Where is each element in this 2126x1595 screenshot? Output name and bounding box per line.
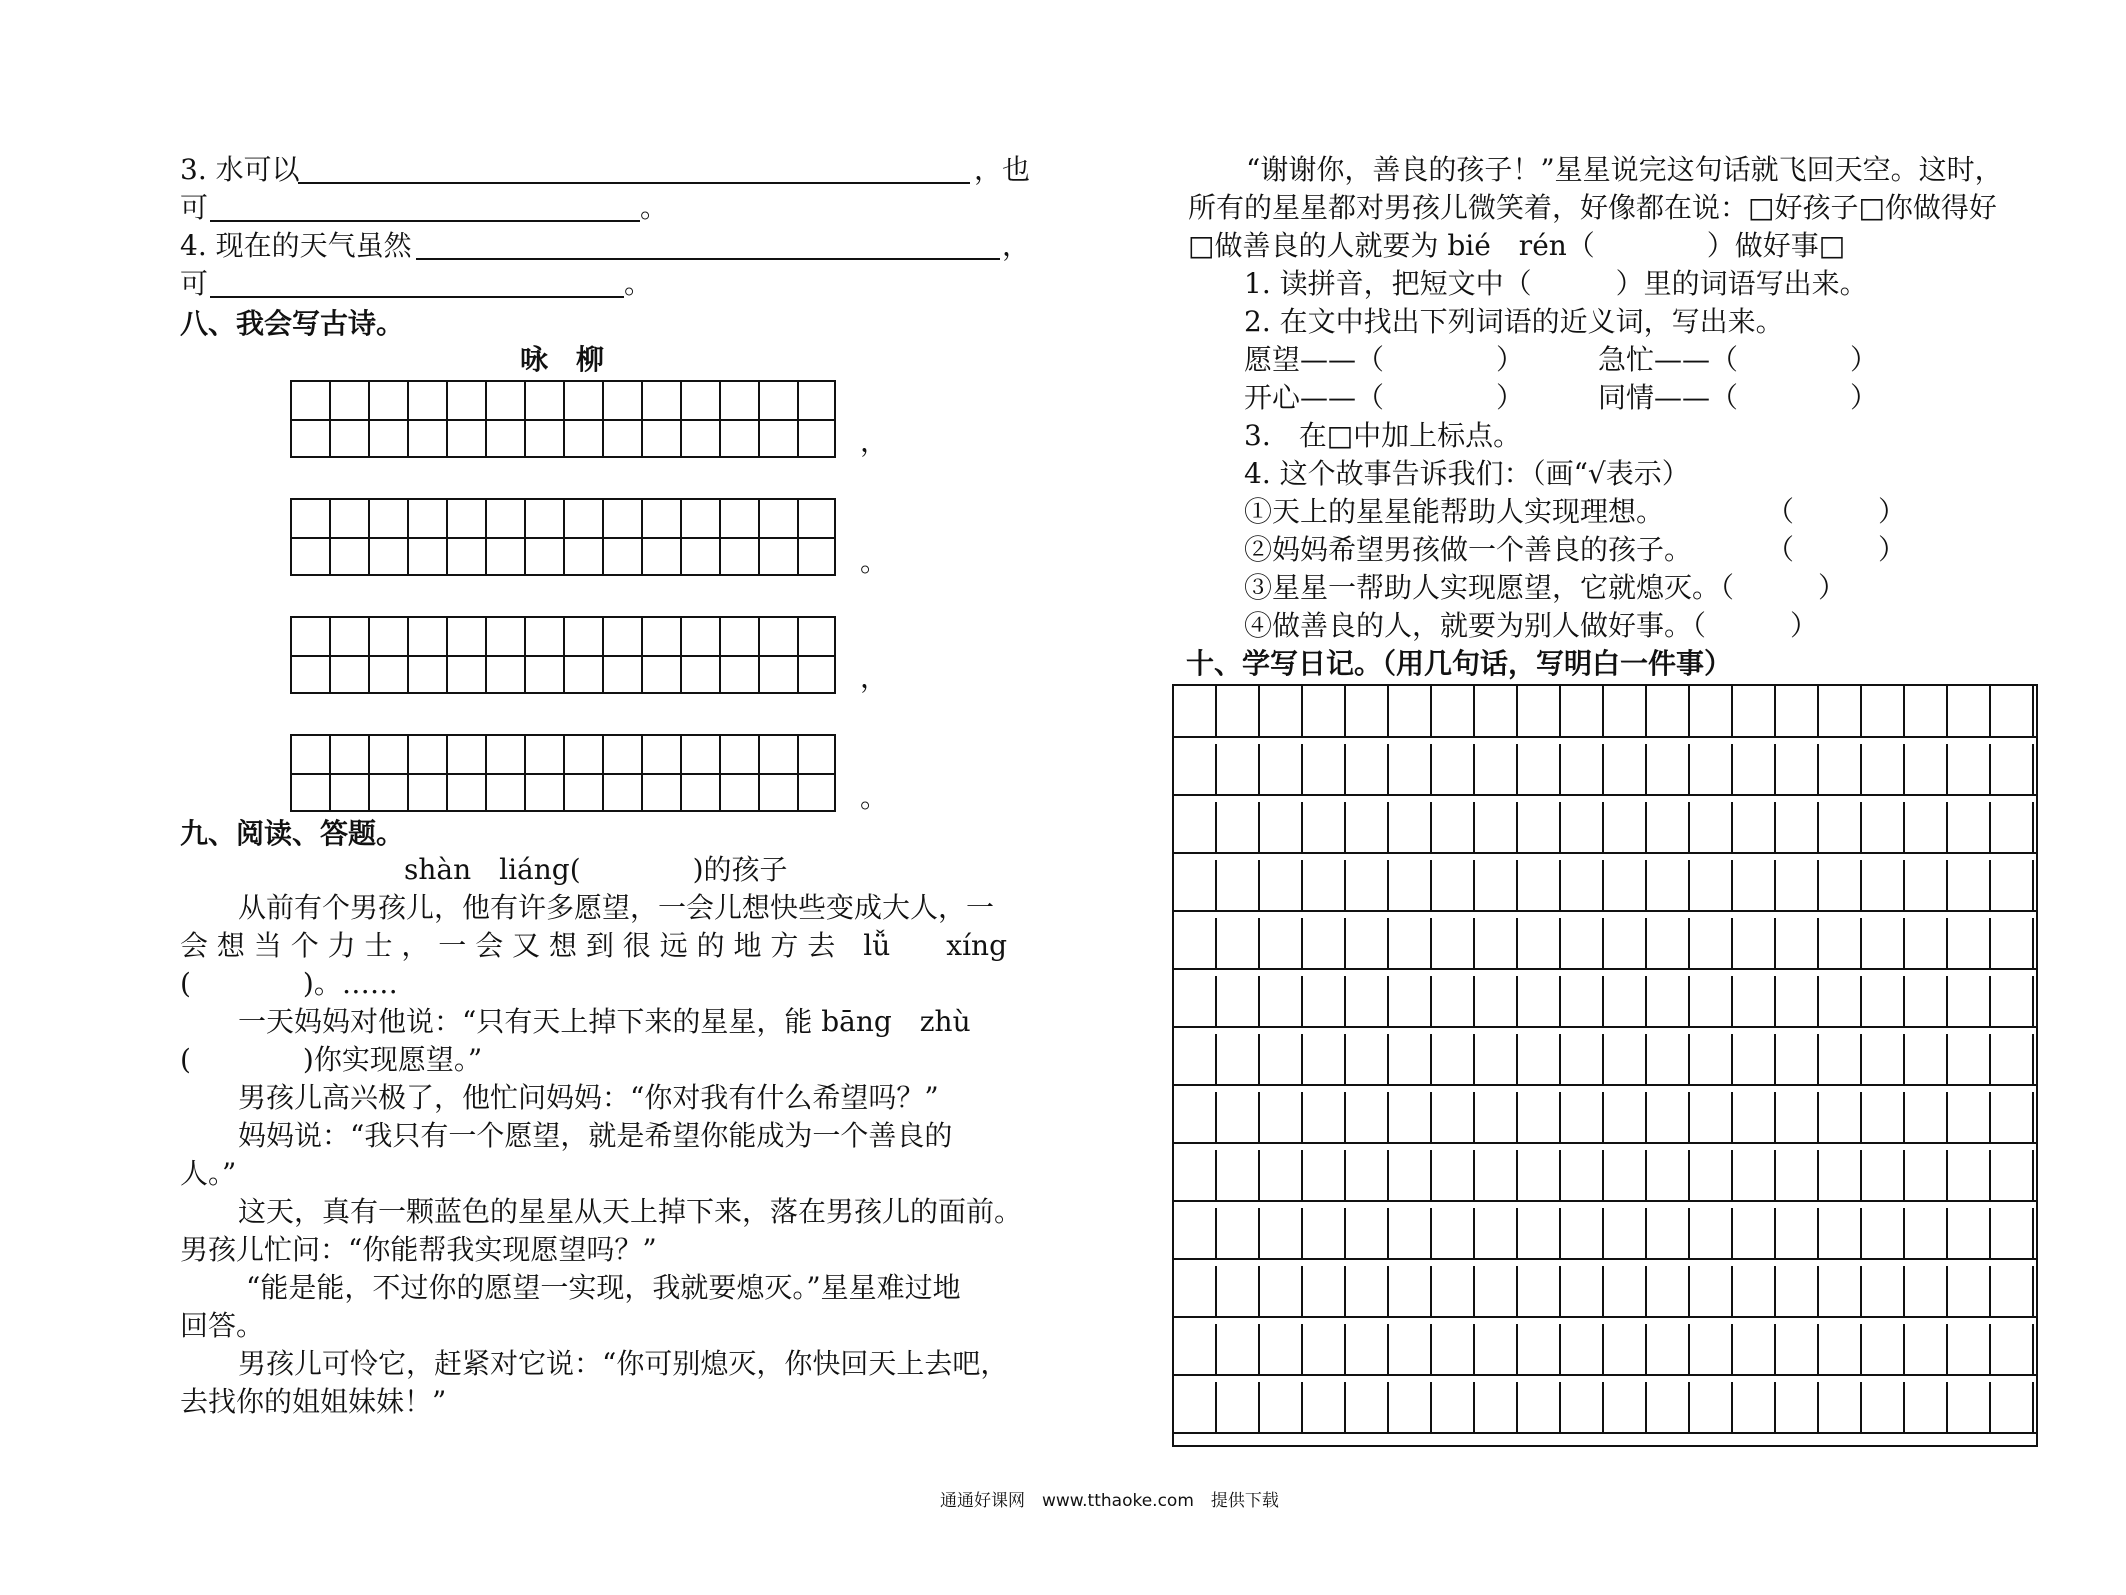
poem-punct-3: ， [860,661,889,694]
option-1: ①天上的星星能帮助人实现理想。 [1244,495,1665,528]
grid-row[interactable] [1174,1034,2036,1086]
story-p2-l2: ( )你实现愿望。” [180,1043,483,1076]
poem-grid-line-1[interactable] [290,380,836,458]
grid-row[interactable] [1174,1150,2036,1202]
story-title: shàn liáng( )的孩子 [404,853,788,886]
poem-grid-line-3[interactable] [290,616,836,694]
story-p1-l2: 会 想 当 个 力 士 ， 一 会 又 想 到 很 远 的 地 方 去 lǚ xíng [180,929,1008,962]
footer-credit: 通通好课网 www.tthaoke.com 提供下载 [940,1491,1279,1511]
option-2-answer[interactable]: （ ） [1766,533,1907,566]
poem-punct-2: 。 [860,545,889,578]
grid-row[interactable] [1174,744,2036,796]
story-p8-l1: “谢谢你，善良的孩子！”星星说完这句话就飞回天空。这时， [1246,153,2003,186]
q4-blank-1[interactable] [416,258,1000,260]
story-p8-l2: 所有的星星都对男孩儿微笑着，好像都在说：□好孩子□你做得好 [1188,191,1997,224]
q4-prefix: 4. 现在的天气虽然 [180,229,412,262]
grid-row[interactable] [1174,860,2036,912]
q3-blank-1[interactable] [298,182,970,184]
story-p4-l1: 妈妈说：“我只有一个愿望，就是希望你能成为一个善良的 [238,1119,953,1152]
story-p1-l3: ( )。…… [180,967,398,1000]
q4-suffix: ， [1002,229,1031,262]
q4-blank-2[interactable] [210,296,624,298]
story-p5-l1: 这天，真有一颗蓝色的星星从天上掉下来，落在男孩儿的面前。 [238,1195,1023,1228]
story-p6-l1: “能是能，不过你的愿望一实现，我就要熄灭。”星星难过地 [246,1271,961,1304]
grid-row[interactable] [1174,918,2036,970]
grid-row[interactable] [1174,686,2036,738]
diary-writing-grid[interactable] [1172,684,2038,1447]
story-p1-l1: 从前有个男孩儿，他有许多愿望，一会儿想快些变成大人，一 [238,891,995,924]
grid-row[interactable] [1174,1382,2036,1434]
synonym-1[interactable]: 愿望——（ ） [1244,343,1525,376]
q3-end: 。 [640,191,669,224]
story-p7-l2: 去找你的姐姐妹妹！” [180,1385,447,1418]
story-p4-l2: 人。” [180,1157,237,1190]
question-3: 3. 在□中加上标点。 [1244,419,1522,452]
option-1-answer[interactable]: （ ） [1766,495,1907,528]
q4-end: 。 [624,267,653,300]
story-p2-l1: 一天妈妈对他说：“只有天上掉下来的星星，能 bāng zhù [238,1005,971,1038]
grid-row[interactable] [1174,1092,2036,1144]
option-3: ③星星一帮助人实现愿望，它就熄灭。（ ） [1244,571,1847,604]
section-10-title: 十、学写日记。（用几句话，写明白一件事） [1186,647,1733,680]
q3-suffix: ，也 [974,153,1031,186]
poem-grid-line-4[interactable] [290,734,836,812]
question-1: 1. 读拼音，把短文中（ ）里的词语写出来。 [1244,267,1868,300]
grid-row[interactable] [1174,1208,2036,1260]
option-4: ④做善良的人，就要为别人做好事。（ ） [1244,609,1819,642]
poem-punct-1: ， [860,425,889,458]
grid-row[interactable] [1174,1324,2036,1376]
option-2: ②妈妈希望男孩做一个善良的孩子。 [1244,533,1693,566]
poem-grid-line-2[interactable] [290,498,836,576]
synonym-3[interactable]: 开心——（ ） [1244,381,1525,414]
section-8-title: 八、我会写古诗。 [180,307,405,340]
synonym-4[interactable]: 同情——（ ） [1598,381,1879,414]
question-4: 4. 这个故事告诉我们：（画“√表示） [1244,457,1690,490]
synonym-2[interactable]: 急忙——（ ） [1598,343,1879,376]
q3-blank-2[interactable] [210,220,640,222]
q4-line2-prefix: 可 [180,267,209,300]
question-2: 2. 在文中找出下列词语的近义词，写出来。 [1244,305,1784,338]
poem-punct-4: 。 [860,781,889,814]
section-9-title: 九、阅读、答题。 [180,817,405,850]
grid-row[interactable] [1174,1266,2036,1318]
story-p8-l3: □做善良的人就要为 bié rén（ ）做好事□ [1188,229,1846,262]
story-p6-l2: 回答。 [180,1309,265,1342]
q3-line2-prefix: 可 [180,191,209,224]
story-p7-l1: 男孩儿可怜它，赶紧对它说：“你可别熄灭，你快回天上去吧， [238,1347,1009,1380]
grid-row[interactable] [1174,802,2036,854]
story-p5-l2: 男孩儿忙问：“你能帮我实现愿望吗？” [180,1233,657,1266]
grid-row[interactable] [1174,976,2036,1028]
poem-title: 咏 柳 [520,343,605,376]
story-p3-l1: 男孩儿高兴极了，他忙问妈妈：“你对我有什么希望吗？” [238,1081,939,1114]
q3-prefix: 3. 水可以 [180,153,300,186]
